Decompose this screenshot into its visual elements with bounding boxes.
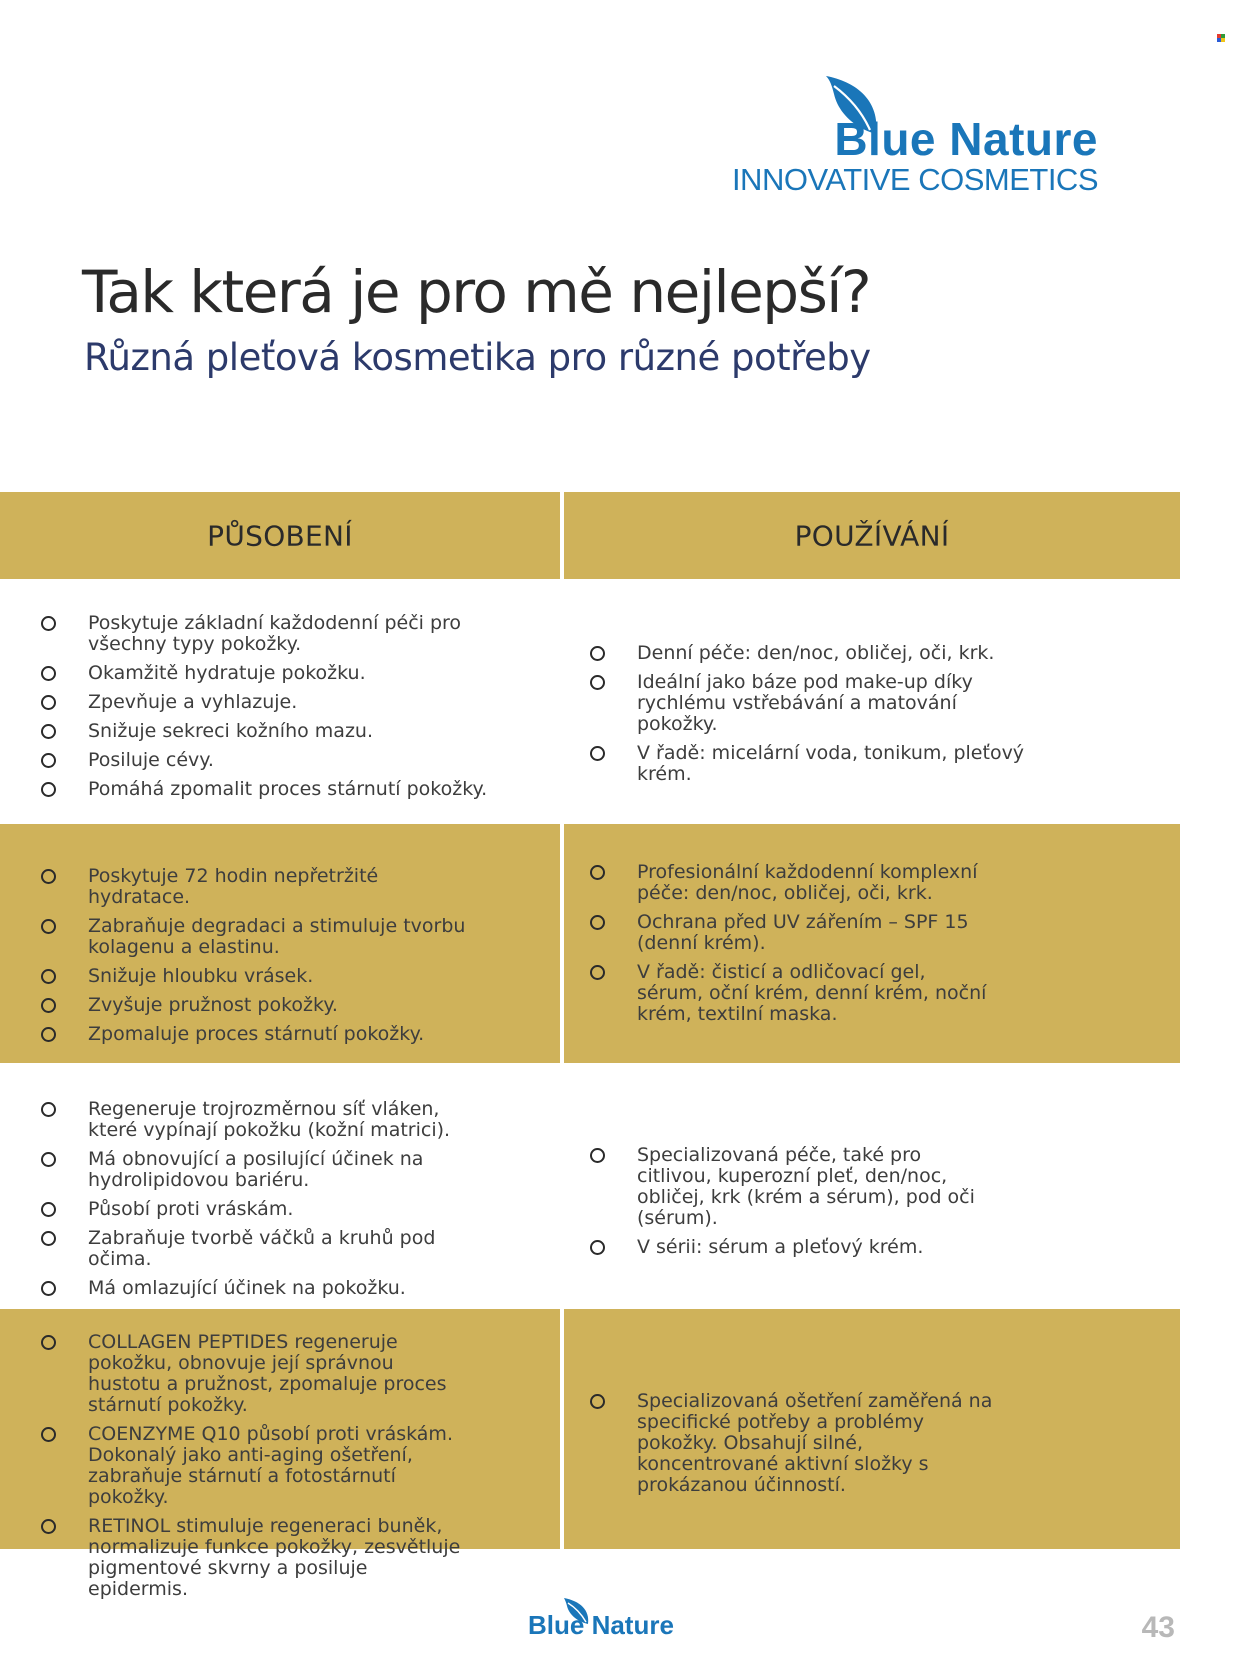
row3-usage-list [590,1145,990,1266]
bullet-circle-icon [590,675,605,690]
row1-usage-cell [564,579,1180,824]
row2-effects-cell [0,824,560,1063]
list-item: RETINOL stimuluje regeneraci buněk, normalizuje funkce pokožky, zesvětluje pigmentové skvrny a posiluje epidermis. [41,1516,471,1600]
bullet-circle-icon [41,1102,56,1117]
bullet-circle-icon [41,753,56,768]
bullet-circle-icon [41,1281,56,1296]
list-item: Posiluje cévy. [41,750,511,771]
table-row [0,579,1180,824]
brand-tagline: INNOVATIVE COSMETICS [731,162,1098,197]
list-item: Specializovaná péče, také pro citlivou, kuperozní pleť, den/noc, obličej, krk (krém a sérum), pod oči (sérum). [590,1145,990,1229]
row4-effects-list [41,1332,471,1608]
list-item: Snižuje hloubku vrásek. [41,966,471,987]
bullet-circle-icon [590,865,605,880]
row3-effects-list [41,1099,471,1307]
row1-usage-list [590,643,1030,793]
list-item: Působí proti vráskám. [41,1199,471,1220]
bullet-circle-icon [41,782,56,797]
bullet-circle-icon [41,666,56,681]
row1-effects-list [41,613,511,808]
table-row [0,1309,1180,1600]
list-item: Zpomaluje proces stárnutí pokožky. [41,1024,471,1045]
list-item: Ideální jako báze pod make-up díky rychlému vstřebávání a matování pokožky. [590,672,1030,735]
list-item: Ochrana před UV zářením – SPF 15 (denní krém). [590,912,990,954]
list-item: Zpevňuje a vyhlazuje. [41,692,511,713]
brand-name: Blue Nature [834,113,1098,165]
row2-usage-list [590,862,990,1033]
row4-effects-cell [0,1309,560,1600]
list-item: Denní péče: den/noc, obličej, oči, krk. [590,643,1030,664]
bullet-circle-icon [590,1240,605,1255]
list-item: Zvyšuje pružnost pokožky. [41,995,471,1016]
row2-usage-cell [564,824,1180,1063]
bullet-circle-icon [41,1427,56,1442]
list-item: V řadě: micelární voda, tonikum, pleťový krém. [590,743,1030,785]
table-header-row [0,492,1180,579]
list-item: Poskytuje základní každodenní péči pro všechny typy pokožky. [41,613,511,655]
bullet-circle-icon [590,1394,605,1409]
bullet-circle-icon [41,1335,56,1350]
list-item: COENZYME Q10 působí proti vráskám. Dokonalý jako anti-aging ošetření, zabraňuje stárnutí a fotostárnutí pokožky. [41,1424,471,1508]
page-title: Tak která je pro mě nejlepší? [82,258,871,326]
bullet-circle-icon [41,695,56,710]
row1-effects-cell [0,579,560,824]
table-row [0,824,1180,1063]
bullet-circle-icon [41,919,56,934]
list-item: Profesionální každodenní komplexní péče: den/noc, obličej, oči, krk. [590,862,990,904]
bullet-circle-icon [41,724,56,739]
bullet-circle-icon [41,1202,56,1217]
bullet-circle-icon [41,869,56,884]
bullet-circle-icon [590,646,605,661]
row3-effects-cell [0,1063,560,1309]
bullet-circle-icon [41,616,56,631]
row2-effects-list [41,866,471,1053]
row4-usage-list [590,1391,1010,1504]
list-item: Má obnovující a posilující účinek na hydrolipidovou bariéru. [41,1149,471,1191]
bullet-circle-icon [41,998,56,1013]
bullet-circle-icon [41,1519,56,1534]
header-pusobeni: PŮSOBENÍ [207,519,353,552]
list-item: Pomáhá zpomalit proces stárnutí pokožky. [41,779,511,800]
bullet-circle-icon [590,965,605,980]
list-item: Okamžitě hydratuje pokožku. [41,663,511,684]
bullet-circle-icon [590,1148,605,1163]
bullet-circle-icon [590,915,605,930]
row3-usage-cell [564,1063,1180,1309]
bullet-circle-icon [41,1231,56,1246]
page-number: 43 [1141,1611,1175,1644]
row4-usage-cell [564,1309,1180,1549]
bullet-circle-icon [41,1027,56,1042]
table-row [0,1063,1180,1309]
bullet-circle-icon [590,746,605,761]
list-item: V řadě: čisticí a odličovací gel, sérum, oční krém, denní krém, noční krém, textilní maska. [590,962,990,1025]
list-item: Specializovaná ošetření zaměřená na specifické potřeby a problémy pokožky. Obsahují silné, koncentrované aktivní složky s prokázanou účinností. [590,1391,1010,1496]
list-item: Regeneruje trojrozměrnou síť vláken, které vypínají pokožku (kožní matrici). [41,1099,471,1141]
header-cell-right [564,492,1180,579]
list-item: Snižuje sekreci kožního mazu. [41,721,511,742]
header-cell-left [0,492,560,579]
footer-brand-name: Blue Nature [528,1610,674,1640]
page-subtitle: Různá pleťová kosmetika pro různé potřeby [84,336,871,379]
header-pouzivani: POUŽÍVÁNÍ [794,519,950,552]
list-item: Zabraňuje tvorbě váčků a kruhů pod očima. [41,1228,471,1270]
bullet-circle-icon [41,969,56,984]
list-item: V sérii: sérum a pleťový krém. [590,1237,990,1258]
brand-logo [731,72,1098,202]
bullet-circle-icon [41,1152,56,1167]
list-item: COLLAGEN PEPTIDES regeneruje pokožku, obnovuje její správnou hustotu a pružnost, zpomaluje proces stárnutí pokožky. [41,1332,471,1416]
list-item: Poskytuje 72 hodin nepřetržité hydratace. [41,866,471,908]
footer-brand-logo [528,1596,708,1642]
list-item: Zabraňuje degradaci a stimuluje tvorbu kolagenu a elastinu. [41,916,471,958]
color-mark-icon [1217,34,1225,42]
list-item: Má omlazující účinek na pokožku. [41,1278,471,1299]
